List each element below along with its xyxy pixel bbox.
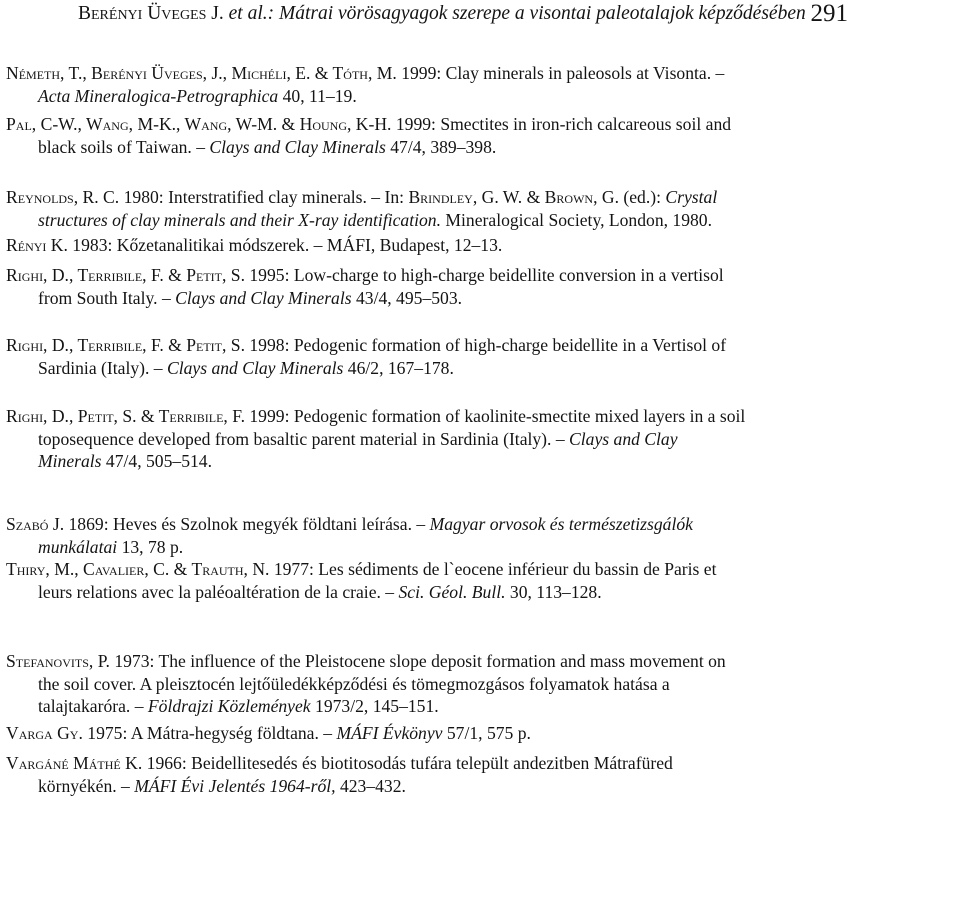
reference-continuation-line [38,209,712,231]
reference-text: 1999: Clay minerals in paleosols at Visonta. – [396,63,725,83]
reference-text: 40, 11–19. [278,85,357,106]
reference-source: Minerals [38,451,102,472]
reference-text: 46/2, 167–178. [343,357,454,378]
reference-text: toposequence developed from basaltic parent material in Sardinia (Italy). – [38,428,570,449]
reference-continuation-line [38,775,406,797]
reference-authors: Szabó J. [6,514,65,534]
reference-authors: Rényi K. [6,235,68,255]
reference-continuation-line [38,85,357,107]
reference-text: 1998: Pedogenic formation of high-charge beidellite in a Vertisol of [244,335,727,355]
reference-source: Magyar orvosok és természetizsgálók [429,514,693,534]
reference-text: Mineralogical Society, London, 1980. [440,209,713,230]
reference-source: structures of clay minerals and their X-ray identification. [38,209,441,230]
reference-first-line [6,62,724,84]
reference-text: leurs relations avec la paléoaltération de la craie. – [38,581,399,602]
running-title [78,3,806,25]
reference-authors: Pal, C-W., Wang, M-K., Wang, W-M. & Houng, K-H. [6,114,392,134]
reference-source: MÁFI Évkönyv [336,723,443,743]
reference-text: 30, 113–128. [505,581,602,602]
reference-authors: Brindley, G. W. & Brown, G. [408,187,619,207]
reference-source: munkálatai [38,536,118,557]
reference-first-line [6,264,724,286]
reference-continuation-line [38,695,439,717]
reference-first-line [6,513,693,535]
reference-source: Földrajzi Közlemények [147,696,311,717]
reference-source: Sci. Géol. Bull. [398,581,506,602]
reference-text: talajtakaróra. – [38,696,148,717]
reference-continuation-line [38,673,670,695]
reference-continuation-line [38,536,183,558]
reference-text: 1983: Kőzetanalitikai módszerek. – MÁFI, Budapest, 12–13. [67,235,503,255]
reference-authors: Németh, T., Berényi Üveges, J., Michéli, E. & Tóth, M. [6,63,397,83]
reference-text: 1966: Beidellitesedés és biotitosodás tufára települt andezitben Mátrafüred [142,753,673,773]
reference-authors: Righi, D., Petit, S. & Terribile, F. [6,406,245,426]
reference-text: 1973: The influence of the Pleistocene slope deposit formation and mass movement on [109,651,726,671]
reference-text: 13, 78 p. [117,536,184,557]
reference-source: MÁFI Évi Jelentés 1964-ről, [134,775,336,796]
reference-text: (ed.): [618,187,666,207]
reference-text: 1975: A Mátra-hegység földtana. – [82,723,337,743]
reference-text: 1977: Les sédiments de l`eocene inférieur du bassin de Paris et [269,559,717,579]
reference-source: Clays and Clay Minerals [166,357,344,378]
reference-text: 47/4, 389–398. [385,136,497,157]
reference-first-line [6,722,531,744]
reference-authors: Vargáné Máthé K. [6,753,143,773]
reference-authors: Reynolds, R. C. [6,187,120,207]
reference-continuation-line [38,357,454,379]
reference-text: 43/4, 495–503. [351,287,463,308]
reference-authors: Varga Gy. [6,723,83,743]
running-header [78,1,848,31]
reference-text: 1999: Pedogenic formation of kaolinite-smectite mixed layers in a soil [244,406,746,426]
running-title-text: et al.: Mátrai vörösagyagok szerepe a visontai paleotalajok képződésében [223,3,806,24]
reference-source: Crystal [665,187,718,207]
reference-text: from South Italy. – [38,287,176,308]
reference-authors: Thiry, M., Cavalier, C. & Trauth, N. [6,559,270,579]
reference-source: Clays and Clay Minerals [209,136,386,157]
reference-source: Clays and Clay [569,428,678,449]
reference-continuation-line [38,581,602,603]
reference-continuation-line [38,450,212,472]
reference-text: 1869: Heves és Szolnok megyék földtani leírása. – [64,514,430,534]
reference-first-line [6,186,717,208]
reference-continuation-line [38,428,678,450]
reference-text: the soil cover. A pleisztocén lejtőüledékképződési és tömegmozgásos folyamatok hatása a [38,673,670,694]
reference-text: 1980: Interstratified clay minerals. – In: [119,187,409,207]
reference-first-line [6,650,726,672]
reference-first-line [6,405,745,427]
reference-first-line [6,334,726,356]
running-author: Berényi Üveges J. [78,3,224,24]
reference-text: black soils of Taiwan. – [38,136,210,157]
reference-text: 423–432. [335,775,406,796]
reference-first-line [6,752,673,774]
reference-source: Acta Mineralogica-Petrographica [38,85,279,106]
reference-text: Sardinia (Italy). – [38,357,167,378]
reference-authors: Righi, D., Terribile, F. & Petit, S. [6,265,245,285]
reference-text: 57/1, 575 p. [442,723,531,743]
reference-source: Clays and Clay Minerals [175,287,352,308]
reference-first-line [6,113,731,135]
reference-text: 47/4, 505–514. [101,451,212,472]
reference-first-line [6,558,716,580]
reference-first-line [6,234,502,256]
reference-authors: Stefanovits, P. [6,651,110,671]
page-number: 291 [810,0,848,27]
reference-continuation-line [38,136,496,158]
reference-authors: Righi, D., Terribile, F. & Petit, S. [6,335,245,355]
reference-text: 1999: Smectites in iron-rich calcareous soil and [391,114,732,134]
reference-text: 1995: Low-charge to high-charge beidellite conversion in a vertisol [244,265,724,285]
reference-text: környékén. – [38,775,135,796]
reference-text: 1973/2, 145–151. [310,696,439,717]
reference-continuation-line [38,287,462,309]
